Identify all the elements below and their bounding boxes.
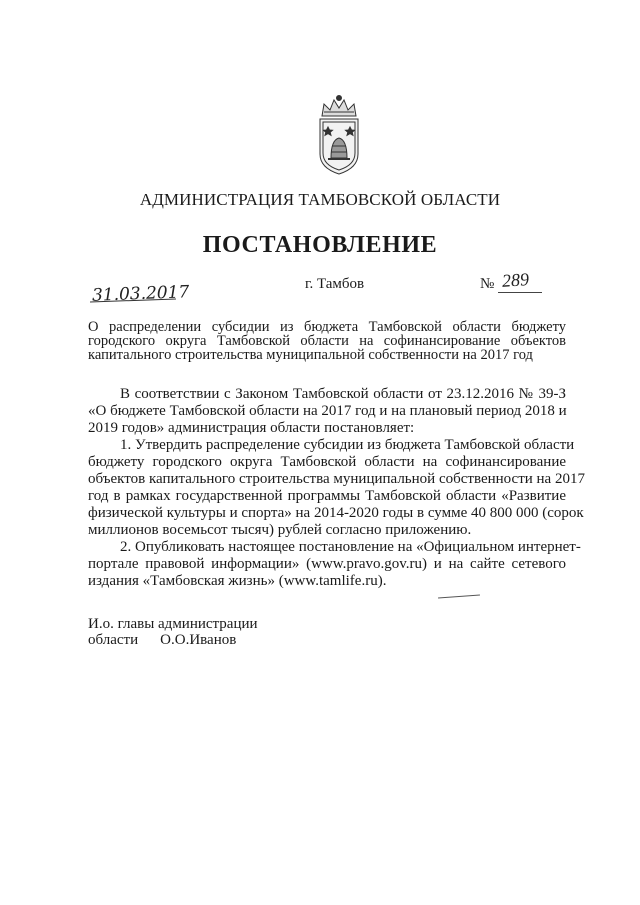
signatory-title: И.о. главы администрации — [88, 616, 258, 632]
document-number: 289 — [501, 269, 530, 291]
document-body — [88, 386, 585, 590]
signature-block — [88, 616, 258, 648]
body-line: физической культуры и спорта» на 2014-2020 годы в сумме 40 800 000 (сорок — [88, 505, 584, 521]
body-line: 2019 годов» администрация области постановляет: — [88, 420, 415, 436]
body-paragraph-1 — [88, 386, 566, 437]
signatory-line2 — [88, 632, 258, 648]
subject-line: капитального строительства муниципальной собственности на 2017 год — [88, 347, 533, 363]
document-city: г. Тамбов — [305, 276, 365, 292]
body-line: издания «Тамбовская жизнь» (www.tamlife.ru). — [88, 573, 387, 589]
signatory-name: О.О.Иванов — [160, 632, 237, 648]
signatory-region: области — [88, 632, 139, 648]
body-paragraph-3 — [88, 539, 581, 590]
body-line: бюджету городского округа Тамбовской области на софинансирование — [88, 454, 566, 470]
document-type-title: ПОСТАНОВЛЕНИЕ — [202, 232, 438, 258]
body-line: объектов капитального строительства муниципальной собственности на 2017 — [88, 471, 585, 487]
body-line: год в рамках государственной программы Тамбовской области «Развитие — [88, 488, 566, 504]
body-line: «О бюджете Тамбовской области на 2017 год и на плановый период 2018 и — [88, 403, 567, 419]
subject-line: городского округа Тамбовской области на софинансирование объектов — [88, 333, 566, 349]
signature-stroke — [438, 595, 480, 599]
organization-name: АДМИНИСТРАЦИЯ ТАМБОВСКОЙ ОБЛАСТИ — [139, 190, 501, 209]
body-line: миллионов восемьсот тысяч) рублей согласно приложению. — [88, 522, 472, 538]
body-line: В соответствии с Законом Тамбовской области от 23.12.2016 № 39-З — [120, 386, 566, 402]
body-line: 2. Опубликовать настоящее постановление на «Официальном интернет- — [120, 539, 581, 555]
document-subject — [88, 320, 566, 362]
body-line: 1. Утвердить распределение субсидии из бюджета Тамбовской области — [120, 437, 575, 453]
document-date: 31.03.2017 — [91, 282, 190, 306]
number-underline — [498, 292, 542, 293]
body-line: портале правовой информации» (www.pravo.gov.ru) и на сайте сетевого — [88, 556, 566, 572]
document-number-label: № — [480, 276, 495, 292]
body-paragraph-2 — [88, 437, 585, 539]
coat-of-arms-emblem — [314, 92, 364, 178]
subject-line: О распределении субсидии из бюджета Тамбовской области бюджету — [88, 319, 566, 335]
